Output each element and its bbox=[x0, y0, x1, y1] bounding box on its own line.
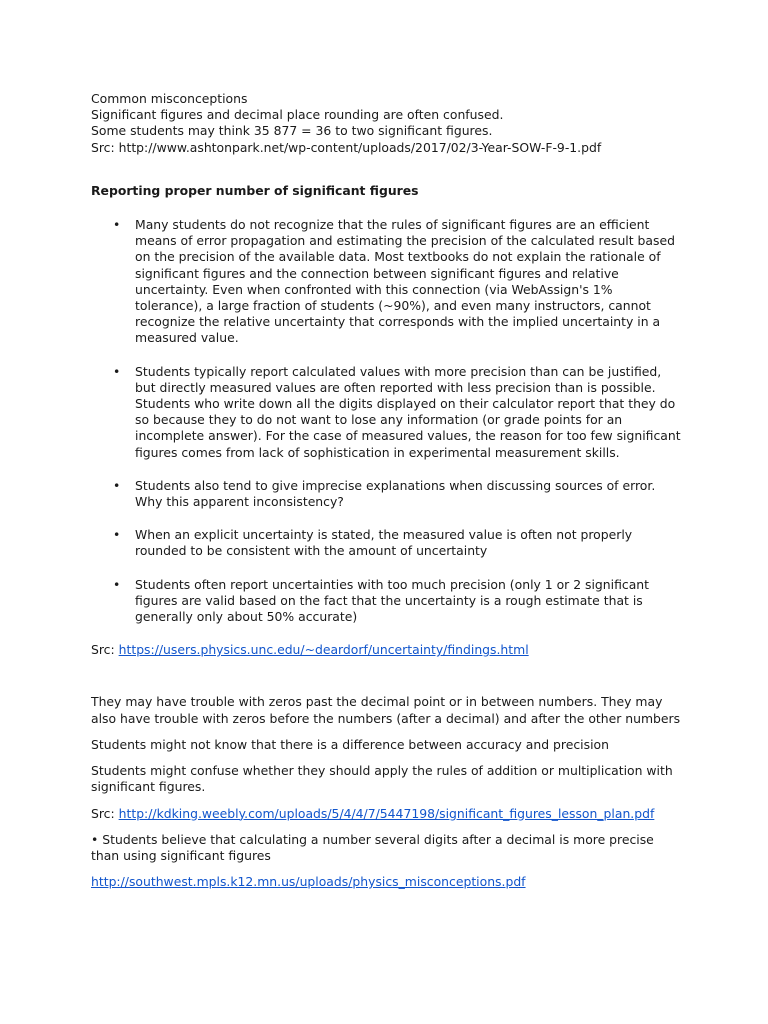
bullet-list bbox=[91, 217, 681, 625]
source-link-kdking[interactable]: http://kdking.weebly.com/uploads/5/4/4/7/5447198/significant_figures_lesson_plan.pdf bbox=[118, 805, 655, 821]
bullet-icon: • bbox=[113, 217, 121, 233]
list-item bbox=[91, 364, 681, 461]
bullet-icon: • bbox=[113, 477, 121, 493]
list-item bbox=[91, 527, 681, 559]
list-item bbox=[91, 217, 681, 347]
list-item-text: Many students do not recognize that the rules of significant figures are an efficient means of error propagation and estimating the precision of the calculated result based on the precision of the available data. Most textbooks do not explain the rationale of significant figures and the connection between significant figures and relative uncertainty. Even when confronted with this connection (via WebAssign's 1% tolerance), a large fraction of students (~90%), and even many instructors, cannot recognize the relative uncertainty that corresponds with the implied uncertainty in a measured value. bbox=[135, 217, 675, 346]
paragraph-decimal: • Students believe that calculating a number several digits after a decimal is more precise than using significant figures bbox=[91, 831, 654, 863]
source-link-southwest[interactable]: http://southwest.mpls.k12.mn.us/uploads/physics_misconceptions.pdf bbox=[91, 874, 526, 890]
document-page bbox=[91, 91, 681, 890]
paragraph-accuracy: Students might not know that there is a difference between accuracy and precision bbox=[91, 736, 609, 752]
source-prefix: Src: bbox=[91, 805, 119, 821]
bullet-icon: • bbox=[113, 576, 121, 592]
intro-line-rounding: Significant figures and decimal place rounding are often confused. bbox=[91, 107, 504, 123]
list-item bbox=[91, 478, 681, 510]
paragraph-rules: Students might confuse whether they should apply the rules of addition or multiplication with significant figures. bbox=[91, 763, 673, 795]
paragraph-zeros: They may have trouble with zeros past the decimal point or in between numbers. They may also have trouble with zeros before the numbers (after a decimal) and after the other numbers bbox=[91, 694, 681, 726]
bullet-icon: • bbox=[113, 527, 121, 543]
source-line-unc bbox=[91, 642, 681, 658]
list-item-text: When an explicit uncertainty is stated, the measured value is often not properly rounded to be consistent with the amount of uncertainty bbox=[135, 527, 633, 559]
list-item-text: Students also tend to give imprecise explanations when discussing sources of error. Why this apparent inconsistency? bbox=[135, 477, 656, 510]
final-link-line bbox=[91, 874, 681, 890]
intro-block bbox=[91, 91, 681, 156]
list-item bbox=[91, 577, 681, 626]
source-line-kdking bbox=[91, 806, 681, 822]
list-item-text: Students typically report calculated values with more precision than can be justified, but directly measured values are often reported with less precision than is possible. Students who write down all the digits displayed on their calculator report that they do so because they to do not want to lose any information (or grade points for an incomplete answer). For the case of measured values, the reason for too few significant figures comes from lack of sophistication in experimental measurement skills. bbox=[135, 363, 681, 460]
source-prefix: Src: bbox=[91, 642, 119, 658]
intro-line-example: Some students may think 35 877 = 36 to two significant figures. bbox=[91, 123, 493, 139]
source-link-unc[interactable]: https://users.physics.unc.edu/~deardorf/uncertainty/findings.html bbox=[118, 642, 529, 658]
intro-title: Common misconceptions bbox=[91, 91, 248, 106]
intro-line-source: Src: http://www.ashtonpark.net/wp-content/uploads/2017/02/3-Year-SOW-F-9-1.pdf bbox=[91, 139, 602, 155]
bullet-icon: • bbox=[113, 363, 121, 379]
list-item-text: Students often report uncertainties with too much precision (only 1 or 2 significant figures are valid based on the fact that the uncertainty is a rough estimate that is generally only about 50% accurate) bbox=[135, 576, 650, 625]
section-heading: Reporting proper number of significant figures bbox=[91, 182, 419, 198]
